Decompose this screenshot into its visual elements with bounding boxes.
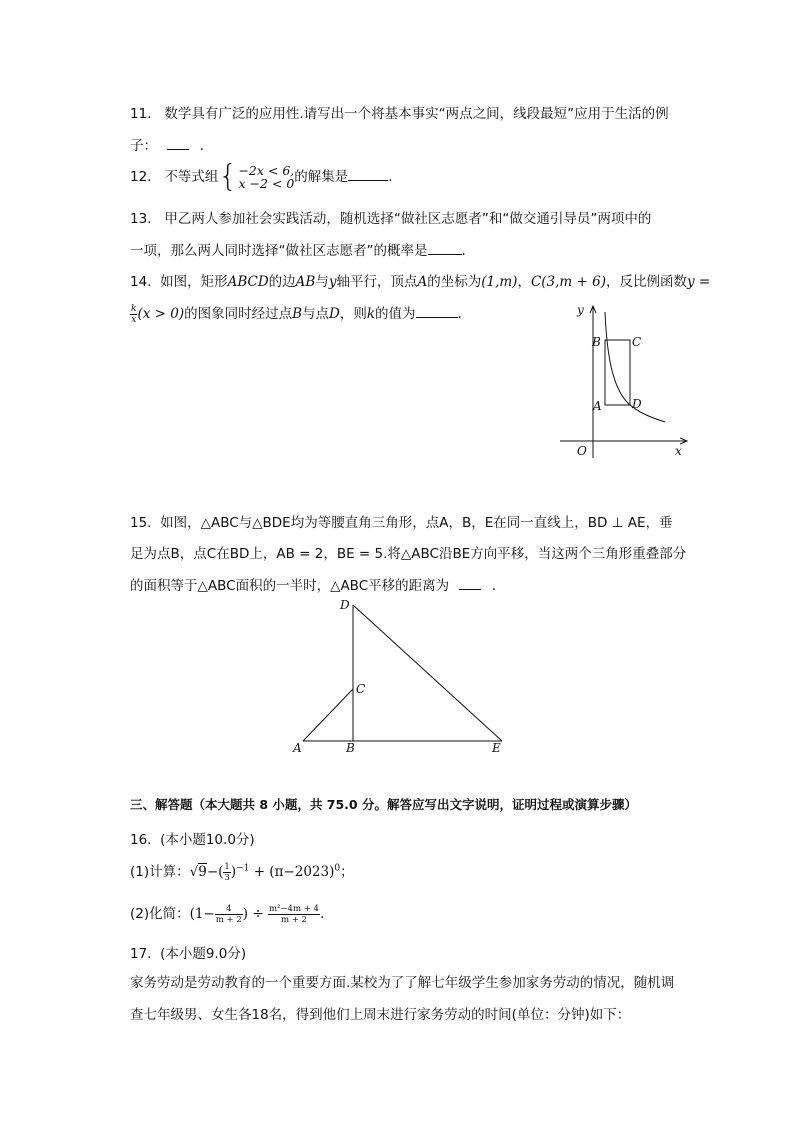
q15-line2 <box>130 542 686 562</box>
q16-one-third <box>223 862 230 883</box>
q13-text: 甲乙两人参加社会实践活动，随机选择“做社区志愿者”和“做交通引导员”两项中的 <box>164 211 652 227</box>
q16-exp0: 0 <box>334 863 341 874</box>
q15-line1 <box>130 511 673 531</box>
q17-line1: 家务劳动是劳动教育的一个重要方面.某校为了了解七年级学生参加家务劳动的情况，随机调 <box>130 975 675 991</box>
q14-fig-c: C <box>632 335 642 349</box>
q14-fig-y: y <box>577 303 584 317</box>
q12-system <box>238 164 294 190</box>
q12-prefix: 不等式组 <box>164 169 219 185</box>
q15-fig-c: C <box>356 682 366 696</box>
q15-text-3: 的面积等于△ABC面积的一半时，△ABC平移的距离为 <box>130 578 450 594</box>
q17-header <box>130 942 246 962</box>
q12-answer-blank[interactable] <box>348 167 388 181</box>
q15-fig-d: D <box>340 598 350 612</box>
q14-b: B <box>292 306 303 322</box>
q16-part2-label: (2)化简： <box>130 906 190 922</box>
q14-line1 <box>130 270 710 290</box>
q15-end: . <box>491 578 497 594</box>
q12-suffix: 的解集是 <box>294 169 349 185</box>
q16-exp: −1 <box>236 863 250 874</box>
q13-answer-blank[interactable] <box>428 241 462 255</box>
q14-t5: 的坐标为 <box>427 274 482 290</box>
q16-p2-div: ) ÷ <box>242 906 264 922</box>
q12-end: . <box>388 169 393 185</box>
q11-end: . <box>199 138 204 154</box>
q15-text-2: 足为点B，点C在BD上，AB = 2，BE = 5.将△ABC沿BE方向平移，当这两个三角形重叠部分 <box>130 546 687 562</box>
q16-plus: + (π−2023) <box>253 864 335 880</box>
q14-y: y <box>328 274 337 290</box>
q16-minus: −( <box>206 864 224 880</box>
q12-brace: { <box>218 159 238 194</box>
q14-cond: (x > 0) <box>137 306 185 322</box>
q11-answer-blank[interactable] <box>167 136 189 150</box>
q15-answer-blank[interactable] <box>459 576 481 590</box>
q16-part2 <box>130 902 324 925</box>
q14-fig-o: O <box>577 444 587 458</box>
q14-fig-x: x <box>675 444 682 458</box>
q13-line1 <box>130 207 651 227</box>
q14-number: 14. <box>130 274 152 290</box>
q16-frac-num: 1 <box>224 861 230 872</box>
q12-line <box>130 159 393 194</box>
q11-line1 <box>130 102 669 122</box>
q15-fig-a: A <box>293 741 302 755</box>
q14-coordA: (1,m) <box>481 274 518 290</box>
q16-number: 16. <box>130 832 152 848</box>
q14-coordC: C(3,m + 6) <box>530 274 606 290</box>
q16-p2-den2: m + 2 <box>280 914 307 925</box>
sqrt-sign: √ <box>189 864 199 880</box>
q13-line2 <box>130 239 466 259</box>
q17-line2: 查七年级男、女生各18名，得到他们上周末进行家务劳动的时间(单位：分钟)如下： <box>130 1007 631 1023</box>
rectangle-abcd <box>605 340 630 405</box>
q14-fig-b: B <box>592 335 601 349</box>
q14-t2: 的边 <box>268 274 296 290</box>
q14-fig-d: D <box>632 397 642 411</box>
q14-k: k <box>366 306 376 322</box>
q14-t8: 的图象同时经过点 <box>184 306 293 322</box>
q15-number: 15. <box>130 515 152 531</box>
q17-score: (本小题9.0分) <box>160 946 247 962</box>
q14-t6: ， <box>517 274 531 290</box>
q14-yeq: y = <box>686 274 711 290</box>
q14-ab: AB <box>295 274 316 290</box>
q14-line2 <box>130 302 462 325</box>
q14-t3: 与 <box>315 274 329 290</box>
q14-t11: 的值为 <box>375 306 416 322</box>
section3-title: 三、解答题（本大题共 8 小题，共 75.0 分。解答应写出文字说明，证明过程或演算步骤） <box>130 797 637 812</box>
q14-frac-den: x <box>131 314 137 325</box>
q14-t1: 如图，矩形 <box>160 274 228 290</box>
q14-a: A <box>417 274 428 290</box>
segment-de <box>353 605 502 741</box>
q14-d: D <box>329 306 340 322</box>
q16-header <box>130 828 255 848</box>
q14-t9: 与点 <box>302 306 330 322</box>
segment-ac <box>303 689 353 741</box>
q16-frac-1 <box>215 904 243 925</box>
q12-row1: −2x < 6, <box>238 163 295 178</box>
q14-end: . <box>457 306 462 322</box>
q15-fig-b: B <box>346 741 355 755</box>
q14-t10: ，则 <box>339 306 367 322</box>
q12-row2: x −2 < 0 <box>238 176 295 191</box>
q14-frac-num: k <box>131 303 137 314</box>
q12-number: 12. <box>130 169 152 185</box>
q14-figure <box>555 298 695 463</box>
q16-frac-den: 3 <box>224 872 230 883</box>
q16-part1: (1)计算：√9−( $\frac{1}{3}$ )$^{-1} + (\pi-2023)^0$； <box>130 861 354 883</box>
q14-t4: 轴平行，顶点 <box>336 274 418 290</box>
q14-fig-a: A <box>593 399 602 413</box>
q13-end: . <box>461 243 466 259</box>
q13-text-2: 一项，那么两人同时选择“做社区志愿者”的概率是 <box>130 243 428 259</box>
q13-number: 13. <box>130 211 152 227</box>
q17-number: 17. <box>130 946 152 962</box>
q16-part1-end: ； <box>340 864 354 880</box>
q16-p2-den1: m + 2 <box>215 914 242 925</box>
q15-fig-e: E <box>492 741 501 755</box>
q14-t7: ，反比例函数 <box>605 274 687 290</box>
q16-part2-end: . <box>319 906 325 922</box>
q16-p2-num2: m²−4m + 4 <box>268 903 319 914</box>
q15-figure <box>290 595 515 760</box>
q15-line3 <box>130 574 496 594</box>
q16-score: (本小题10.0分) <box>160 832 255 848</box>
q16-p2-open: (1− <box>189 906 215 922</box>
q11-text-2: 子： <box>130 138 157 154</box>
q11-line2 <box>130 134 204 154</box>
q11-number: 11. <box>130 106 152 122</box>
q14-answer-blank[interactable] <box>416 304 458 318</box>
q16-frac-2 <box>268 904 320 925</box>
q14-rect: ABCD <box>227 274 269 290</box>
q16-sqrt-val: 9 <box>198 864 207 880</box>
q15-text-1: 如图，△ABC与△BDE均为等腰直角三角形，点A，B，E在同一直线上，BD ⊥ AE，垂 <box>160 515 673 531</box>
q16-p2-num1: 4 <box>215 904 243 915</box>
q11-text: 数学具有广泛的应用性.请写出一个将基本事实“两点之间，线段最短”应用于生活的例 <box>164 106 669 122</box>
q16-part1-label: (1)计算： <box>130 864 190 880</box>
